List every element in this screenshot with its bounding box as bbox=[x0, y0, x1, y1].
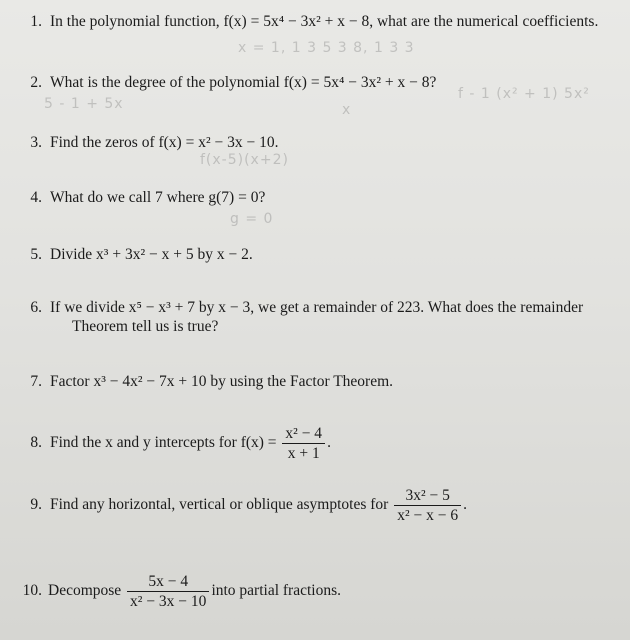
question-9: 9. Find any horizontal, vertical or oblique asymptotes for $\frac{\text{3x² − 5}}{\text{x² − x − 6}}$ . bbox=[30, 487, 467, 524]
question-10-fraction bbox=[127, 572, 209, 611]
question-4-text: What do we call 7 where g(7) = 0? bbox=[50, 189, 266, 206]
question-8-text: Find the x and y intercepts for f(x) = bbox=[50, 434, 277, 452]
question-10-text: Decompose bbox=[48, 582, 122, 600]
question-7-text: Factor x³ − 4x² − 7x + 10 by using the Factor Theorem. bbox=[50, 373, 394, 390]
question-6: 6. If we divide x⁵ − x³ + 7 by x − 3, we get a remainder of 223. What does the remainder bbox=[30, 299, 584, 316]
question-10-suffix: into partial fractions. bbox=[211, 582, 341, 600]
question-3: 3. Find the zeros of f(x) = x² − 3x − 10. bbox=[30, 134, 279, 151]
question-8-denominator: x + 1 bbox=[287, 445, 320, 462]
question-10-denominator: x² − 3x − 10 bbox=[130, 593, 207, 610]
question-2-text: What is the degree of the polynomial f(x) = 5x⁴ − 3x² + x − 8? bbox=[50, 74, 437, 91]
question-10-numerator: 5x − 4 bbox=[127, 572, 209, 592]
question-8-numerator: x² − 4 bbox=[282, 424, 325, 444]
question-6-text: If we divide x⁵ − x³ + 7 by x − 3, we get a remainder of 223. What does the remainder bbox=[50, 299, 584, 316]
question-5: 5. Divide x³ + 3x² − x + 5 by x − 2. bbox=[30, 246, 253, 263]
question-8: 8. Find the x and y intercepts for f(x) = $\frac{\text{x² − 4}}{x + 1}$ . bbox=[30, 425, 331, 462]
pencil-note-q3: f(x-5)(x+2) bbox=[200, 152, 289, 168]
question-7: 7. Factor x³ − 4x² − 7x + 10 by using the Factor Theorem. bbox=[30, 373, 394, 390]
pencil-note-q2-right: f - 1 (x² + 1) 5x² bbox=[458, 86, 590, 102]
question-5-text: Divide x³ + 3x² − x + 5 by x − 2. bbox=[50, 246, 253, 263]
pencil-note-q1: x = 1, 1 3 5 3 8, 1 3 3 bbox=[238, 40, 415, 56]
question-4: 4. What do we call 7 where g(7) = 0? bbox=[30, 189, 266, 206]
question-9-text: Find any horizontal, vertical or oblique asymptotes for bbox=[50, 496, 389, 514]
question-1: 1. In the polynomial function, f(x) = 5x⁴ − 3x² + x − 8, what are the numerical coefficients. bbox=[30, 13, 599, 30]
question-9-denominator: x² − x − 6 bbox=[397, 507, 459, 524]
pencil-note-q2: 5 - 1 + 5x bbox=[44, 96, 124, 112]
pencil-mark-x: x bbox=[342, 102, 352, 118]
question-6-continuation: Theorem tell us is true? bbox=[72, 318, 219, 335]
question-9-numerator: 3x² − 5 bbox=[394, 486, 461, 506]
question-8-fraction bbox=[282, 424, 325, 463]
question-3-text: Find the zeros of f(x) = x² − 3x − 10. bbox=[50, 134, 279, 151]
question-9-fraction bbox=[394, 486, 461, 525]
question-10: 10. Decompose $\frac{5x - 4}{\text{x² − 3x − 10}}$ into partial fractions. bbox=[22, 573, 341, 610]
pencil-note-q4: g = 0 bbox=[230, 211, 274, 227]
question-2: 2. What is the degree of the polynomial f(x) = 5x⁴ − 3x² + x − 8? bbox=[30, 74, 437, 91]
question-1-text: In the polynomial function, f(x) = 5x⁴ − 3x² + x − 8, what are the numerical coefficients. bbox=[50, 13, 599, 30]
